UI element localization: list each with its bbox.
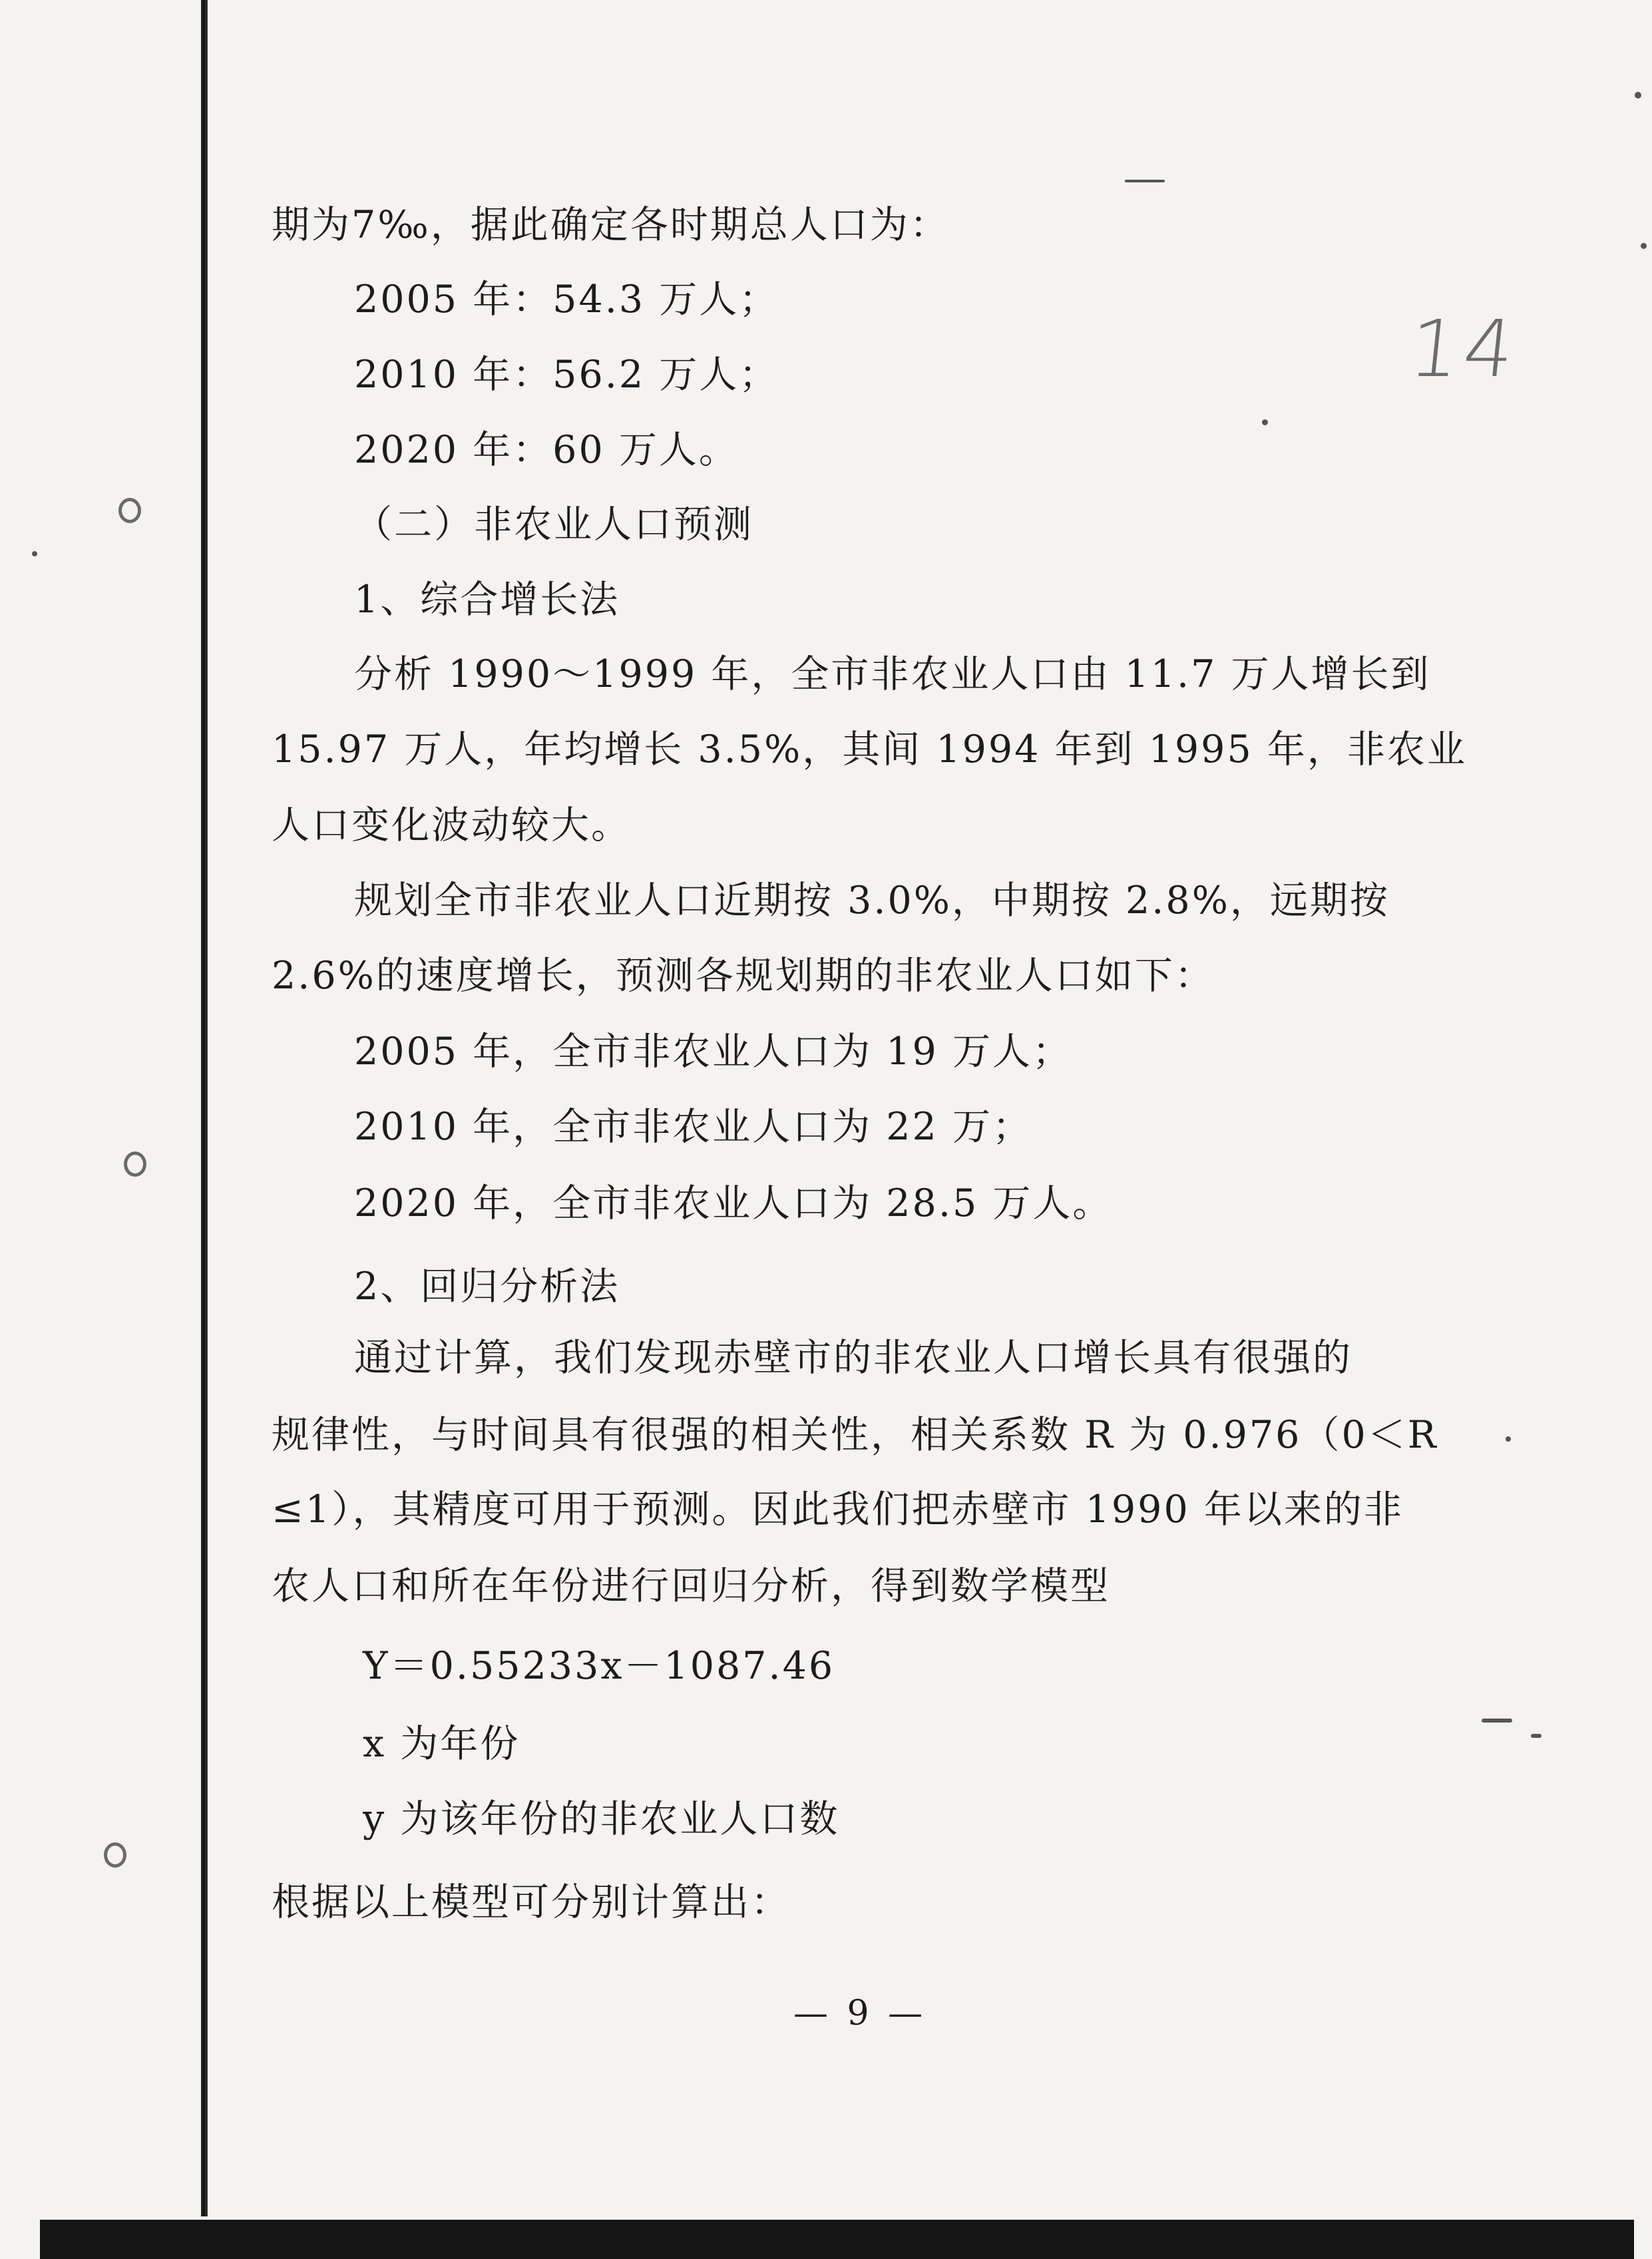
scan-speck: [1641, 243, 1647, 249]
handwritten-margin-note: 14: [1404, 303, 1523, 395]
text-line: 2010 年，全市非农业人口为 22 万；: [354, 1105, 1032, 1149]
scan-speck: [1531, 1734, 1542, 1738]
subsection-heading: 2、回归分析法: [354, 1265, 620, 1309]
text-line: 通过计算，我们发现赤壁市的非农业人口增长具有很强的: [354, 1336, 1352, 1380]
scan-speck: [1262, 419, 1268, 425]
text-line: ≤1），其精度可用于预测。因此我们把赤壁市 1990 年以来的非: [272, 1488, 1404, 1532]
scan-speck: [1635, 92, 1641, 99]
text-line: 2020 年，全市非农业人口为 28.5 万人。: [354, 1181, 1113, 1225]
subsection-heading: 1、综合增长法: [354, 578, 620, 622]
text-line: 2005 年：54.3 万人；: [354, 278, 779, 321]
text-line: 人口变化波动较大。: [272, 803, 631, 847]
text-line: 15.97 万人，年均增长 3.5%，其间 1994 年到 1995 年，非农业: [272, 727, 1467, 771]
punch-hole: [104, 1842, 126, 1868]
text-line: x 为年份: [363, 1722, 520, 1766]
text-line: y 为该年份的非农业人口数: [363, 1797, 840, 1841]
text-line: 期为7‰，据此确定各时期总人口为：: [272, 203, 950, 247]
text-line: 2020 年：60 万人。: [354, 428, 739, 472]
scan-speck: [1482, 1719, 1512, 1723]
page-number: — 9 —: [793, 1993, 927, 2033]
punch-hole: [124, 1151, 146, 1177]
scan-speck: [1125, 180, 1165, 182]
text-line: 2005 年，全市非农业人口为 19 万人；: [354, 1030, 1072, 1074]
text-line: 2.6%的速度增长，预测各规划期的非农业人口如下：: [272, 954, 1215, 998]
text-line: 规划全市非农业人口近期按 3.0%，中期按 2.8%，远期按: [354, 879, 1390, 923]
punch-hole: [118, 498, 141, 523]
text-line: 2010 年：56.2 万人；: [354, 353, 779, 397]
scan-bottom-edge: [40, 2220, 1634, 2259]
text-line: 农人口和所在年份进行回归分析，得到数学模型: [272, 1564, 1110, 1608]
binding-edge: [201, 0, 208, 2216]
scan-speck: [32, 551, 37, 556]
scan-speck: [1506, 1436, 1511, 1442]
text-line: 分析 1990～1999 年，全市非农业人口由 11.7 万人增长到: [354, 652, 1431, 696]
section-heading: （二）非农业人口预测: [354, 503, 753, 546]
text-line: 规律性，与时间具有很强的相关性，相关系数 R 为 0.976（0＜R: [272, 1413, 1438, 1457]
formula: Y＝0.55233x－1087.46: [363, 1644, 835, 1688]
text-line: 根据以上模型可分别计算出：: [272, 1880, 791, 1924]
